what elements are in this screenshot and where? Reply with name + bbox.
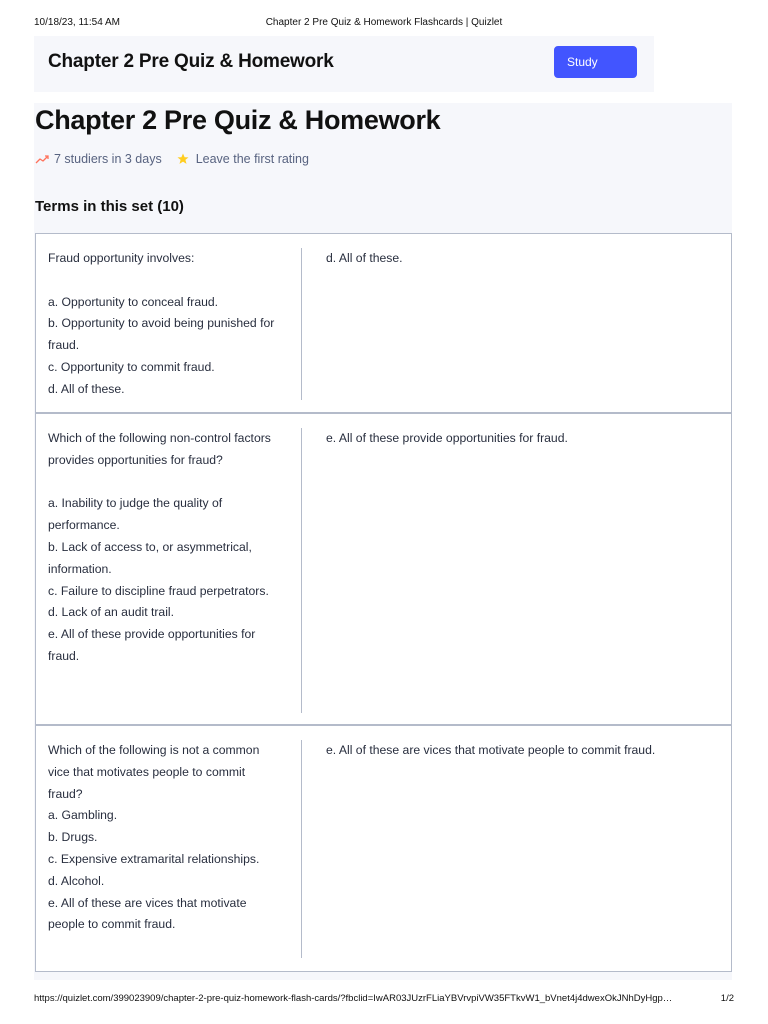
card-divider (301, 248, 302, 400)
card-definition: e. All of these provide opportunities for fraud. (326, 431, 568, 445)
page-title: Chapter 2 Pre Quiz & Homework (35, 105, 441, 135)
sticky-bar-title: Chapter 2 Pre Quiz & Homework (48, 51, 334, 72)
set-page (34, 103, 732, 980)
terms-heading: Terms in this set (10) (35, 198, 184, 215)
card-definition: d. All of these. (326, 251, 403, 265)
flashcard (35, 413, 732, 725)
card-term: Which of the following is not a common vice that motivates people to commit fraud? a. Gambling. b. Drugs. c. Expensive extramarital relationships. d. Alcohol. e. All of these are vices that motivate people to commit fraud. (48, 743, 260, 932)
print-header (34, 17, 734, 31)
flashcard (35, 233, 732, 413)
card-term: Fraud opportunity involves: a. Opportunity to conceal fraud. b. Opportunity to avoid being punished for fraud. c. Opportunity to commit fraud. d. All of these. (48, 251, 275, 396)
card-term: Which of the following non-control factors provides opportunities for fraud? a. Inability to judge the quality of performance. b. Lack of access to, or asymmetrical, information. c. Failure to discipline fraud perpetrators. d. Lack of an audit trail. e. All of these provide opportunities for fraud. (48, 431, 271, 663)
print-document-title: Chapter 2 Pre Quiz & Homework Flashcards | Quizlet (265, 17, 503, 28)
star-icon (177, 153, 189, 165)
study-button[interactable]: Study (554, 46, 637, 78)
trending-up-icon (35, 153, 49, 165)
leave-rating-link[interactable]: Leave the first rating (195, 152, 309, 166)
set-stats (35, 152, 309, 166)
studiers-count: 7 studiers in 3 days (54, 152, 162, 166)
card-divider (301, 428, 302, 713)
card-divider (301, 740, 302, 958)
sticky-header-bar (34, 36, 654, 92)
print-datetime: 10/18/23, 11:54 AM (34, 17, 120, 28)
flashcard (35, 725, 732, 972)
print-url: https://quizlet.com/399023909/chapter-2-pre-quiz-homework-flash-cards/?fbclid=IwAR03JUzrFLiaYBVrvpiVW35FTkvW1_bVnet4j4dwexOkJNhDyHgp… (34, 993, 673, 1004)
card-definition: e. All of these are vices that motivate people to commit fraud. (326, 743, 656, 757)
print-page-number: 1/2 (720, 993, 734, 1004)
